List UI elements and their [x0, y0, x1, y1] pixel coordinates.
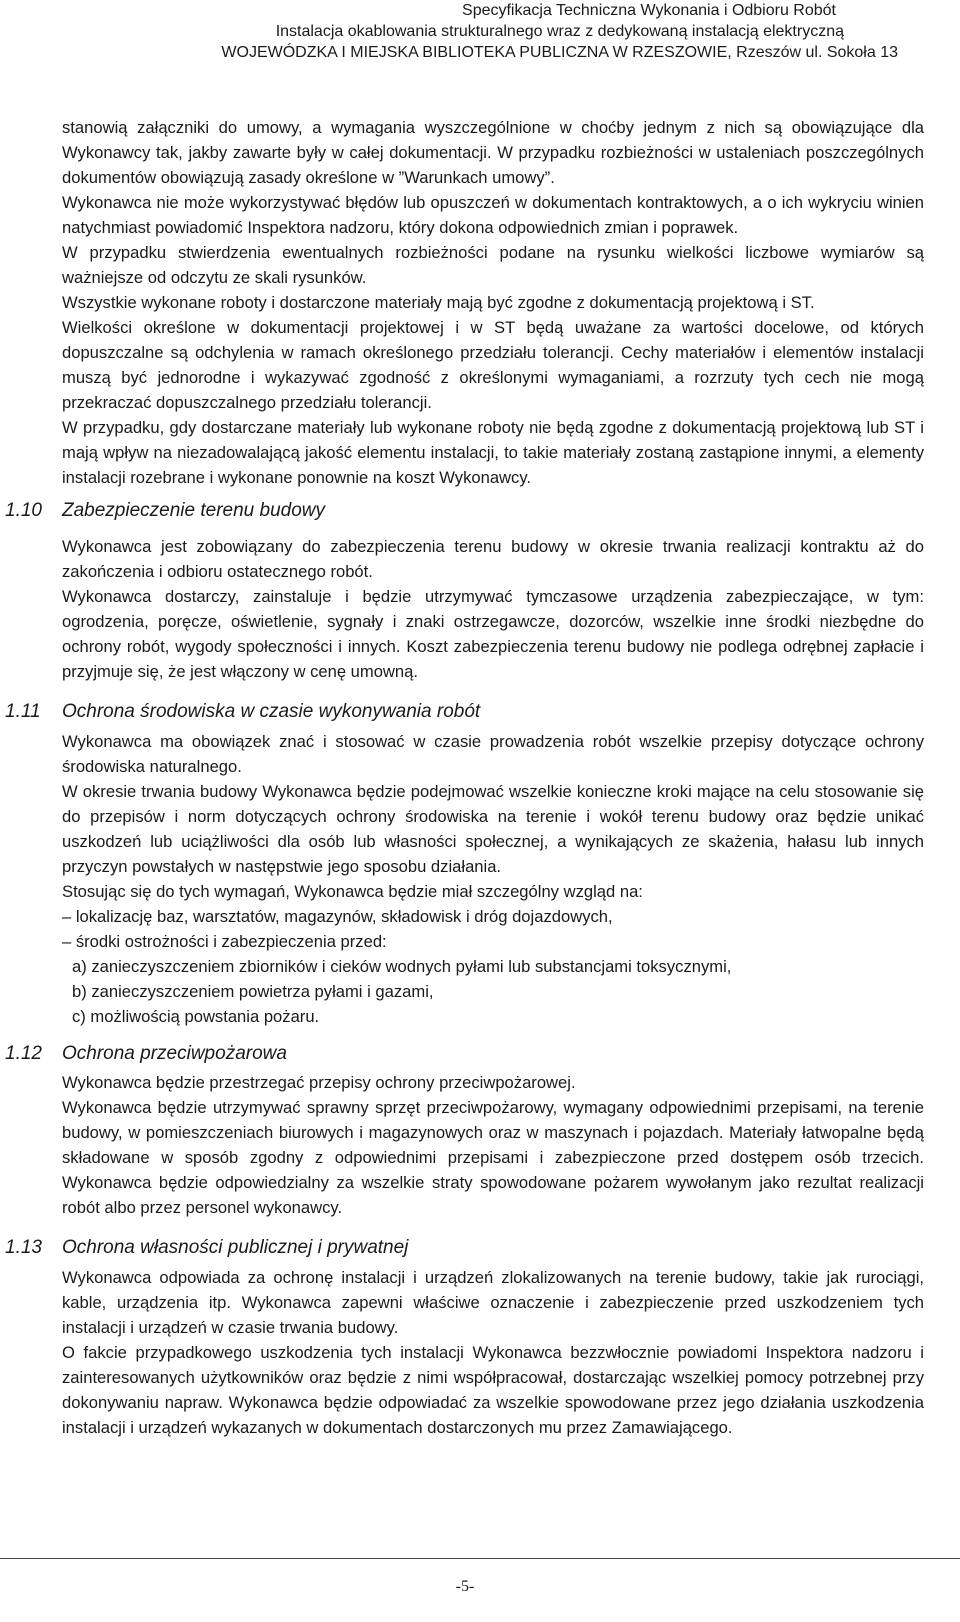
- paragraph: Wykonawca odpowiada za ochronę instalacji i urządzeń zlokalizowanych na terenie budowy, takie jak rurociągi, kable, urządzenia itp. Wykonawca zapewni właściwe oznaczenie i zabezpieczenie przed uszkodzeniem tych instalacji i urządzeń w czasie trwania budowy.: [62, 1268, 924, 1337]
- paragraph: Wielkości określone w dokumentacji projektowej i w ST będą uważane za wartości docelowe, od których dopuszczalne są odchylenia w ramach określonego przedziału tolerancji. Cechy materiałów i elementów instalacji muszą być jednorodne i wykazywać zgodność z określonymi wymaganiami, a rozrzuty tych cech nie mogą przekraczać dopuszczalnego przedziału tolerancji.: [62, 318, 924, 412]
- paragraph: stanowią załączniki do umowy, a wymagania wyszczególnione w choćby jednym z nich są obowiązujące dla Wykonawcy tak, jakby zawarte były w całej dokumentacji. W przypadku rozbieżności w ustaleniach poszczególnych dokumentów obowiązują zasady określone w ”Warunkach umowy”.: [62, 118, 924, 187]
- header-client: WOJEWÓDZKA I MIEJSKA BIBLIOTEKA PUBLICZNA W RZESZOWIE, Rzeszów ul. Sokoła 13: [221, 44, 898, 61]
- sub-list-item: b) zanieczyszczeniem powietrza pyłami i gazami,: [72, 982, 434, 1001]
- list-item: – środki ostrożności i zabezpieczenia przed:: [62, 932, 387, 951]
- document-body: [5, 115, 924, 1440]
- list-item: – lokalizację baz, warsztatów, magazynów, składowisk i dróg dojazdowych,: [62, 907, 613, 926]
- section-heading-1-10: [5, 497, 924, 525]
- paragraph: Wszystkie wykonane roboty i dostarczone materiały mają być zgodne z dokumentacją projektową i ST.: [62, 293, 815, 312]
- section-number: 1.10: [5, 500, 42, 521]
- paragraph: O fakcie przypadkowego uszkodzenia tych instalacji Wykonawca bezzwłocznie powiadomi Inspektora nadzoru i zainteresowanych użytkowników oraz będzie z nimi współpracował, dostarczając wszelkiej pomocy potrzebnej przy dokonywaniu napraw. Wykonawca będzie odpowiadać za wszelkie spowodowane przez jego działania uszkodzenia instalacji i urządzeń wykazanych w dokumentach dostarczonych mu przez Zamawiającego.: [62, 1343, 924, 1437]
- header-scope: Instalacja okablowania strukturalnego wraz z dedykowaną instalacją elektryczną: [275, 23, 844, 40]
- section-title: Ochrona własności publicznej i prywatnej: [62, 1237, 409, 1258]
- section-heading-1-13: [5, 1234, 924, 1262]
- page-header: [0, 0, 960, 63]
- paragraph: W okresie trwania budowy Wykonawca będzie podejmować wszelkie konieczne kroki mające na celu stosowanie się do przepisów i norm dotyczących ochrony środowiska na terenie i wokół terenu budowy oraz będzie unikać uszkodzeń lub uciążliwości dla osób lub własności społecznej, a wynikających ze skażenia, hałasu lub innych przyczyn powstałych w następstwie jego sposobu działania.: [62, 782, 924, 876]
- paragraph: Wykonawca jest zobowiązany do zabezpieczenia terenu budowy w okresie trwania realizacji kontraktu aż do zakończenia i odbioru ostatecznego robót.: [62, 537, 924, 581]
- paragraph: Wykonawca dostarczy, zainstaluje i będzie utrzymywać tymczasowe urządzenia zabezpieczające, w tym: ogrodzenia, poręcze, oświetlenie, sygnały i znaki ostrzegawcze, dozorców, wszelkie inne środki niezbędne do ochrony robót, wygody społeczności i innych. Koszt zabezpieczenia terenu budowy nie podlega odrębnej zapłacie i przyjmuje się, że jest włączony w cenę umowną.: [62, 587, 924, 681]
- paragraph: Stosując się do tych wymagań, Wykonawca będzie miał szczególny wzgląd na:: [62, 882, 643, 901]
- section-title: Ochrona przeciwpożarowa: [62, 1043, 287, 1064]
- section-heading-1-12: [5, 1040, 924, 1068]
- paragraph: Wykonawca będzie utrzymywać sprawny sprzęt przeciwpożarowy, wymagany odpowiednimi przepisami, na terenie budowy, w pomieszczeniach biurowych i magazynowych oraz w maszynach i pojazdach. Materiały łatwopalne będą składowane w sposób zgodny z odpowiednimi przepisami i zabezpieczone przed dostępem osób trzecich. Wykonawca będzie odpowiedzialny za wszelkie straty spowodowane pożarem wywołanym jako rezultat realizacji robót albo przez personel wykonawcy.: [62, 1098, 924, 1217]
- section-title: Zabezpieczenie terenu budowy: [62, 500, 326, 521]
- page-number: -5-: [455, 1578, 475, 1595]
- footer-divider: [0, 1558, 960, 1559]
- header-doc-title: Specyfikacja Techniczna Wykonania i Odbioru Robót: [462, 2, 836, 19]
- sub-list-item: c) możliwością powstania pożaru.: [72, 1007, 320, 1026]
- paragraph: Wykonawca nie może wykorzystywać błędów lub opuszczeń w dokumentach kontraktowych, a o ich wykryciu winien natychmiast powiadomić Inspektora nadzoru, który dokona odpowiednich zmian i poprawek.: [62, 193, 924, 237]
- sub-list-item: a) zanieczyszczeniem zbiorników i cieków wodnych pyłami lub substancjami toksycznymi,: [72, 957, 732, 976]
- section-heading-1-11: [5, 698, 924, 726]
- paragraph: W przypadku stwierdzenia ewentualnych rozbieżności podane na rysunku wielkości liczbowe wymiarów są ważniejsze od odczytu ze skali rysunków.: [62, 243, 924, 287]
- paragraph: W przypadku, gdy dostarczane materiały lub wykonane roboty nie będą zgodne z dokumentacją projektową lub ST i mają wpływ na niezadowalającą jakość elementu instalacji, to takie materiały zostaną zastąpione innymi, a elementy instalacji rozebrane i wykonane ponownie na koszt Wykonawcy.: [62, 418, 924, 487]
- paragraph: Wykonawca będzie przestrzegać przepisy ochrony przeciwpożarowej.: [62, 1073, 576, 1092]
- section-number: 1.11: [5, 701, 41, 722]
- paragraph: Wykonawca ma obowiązek znać i stosować w czasie prowadzenia robót wszelkie przepisy dotyczące ochrony środowiska naturalnego.: [62, 732, 924, 776]
- section-title: Ochrona środowiska w czasie wykonywania robót: [62, 701, 481, 722]
- section-number: 1.13: [5, 1237, 42, 1258]
- section-number: 1.12: [5, 1043, 42, 1064]
